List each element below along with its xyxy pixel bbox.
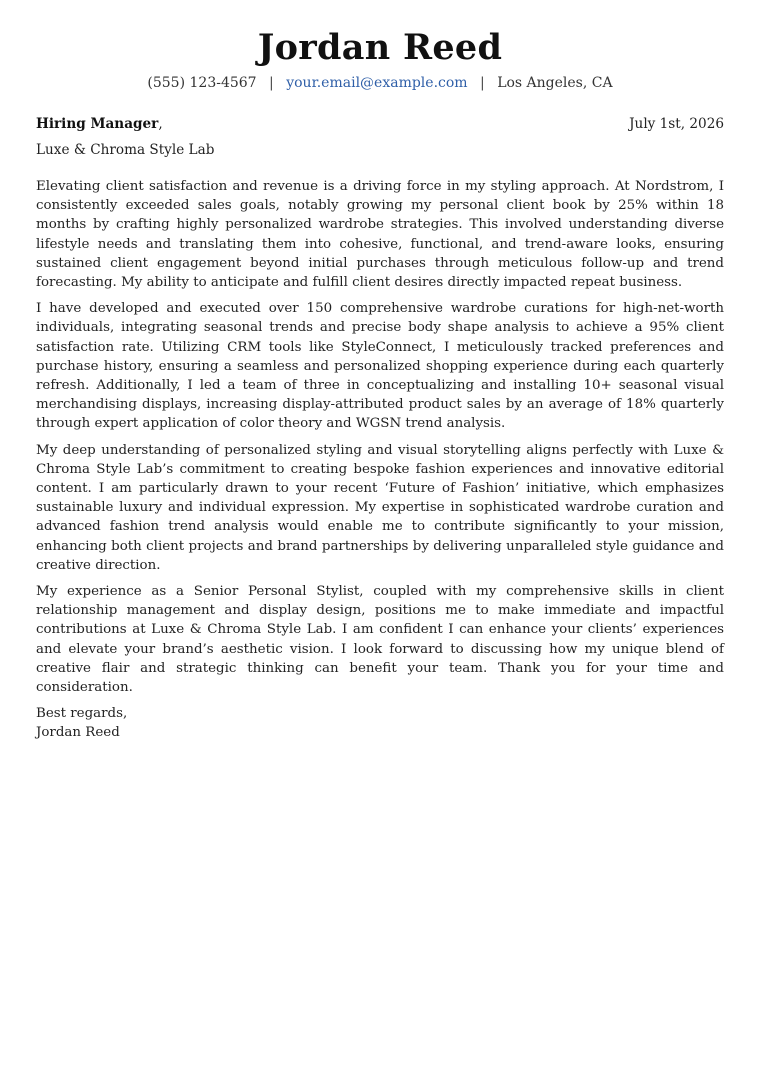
email-link[interactable]: your.email@example.com <box>286 75 468 91</box>
body-paragraph: My experience as a Senior Personal Stylist, coupled with my comprehensive skills in client relationship management and display design, positions me to make immediate and impactful contributions at Luxe & Chroma Style Lab. I am confident I can enhance your clients’ experiences and elevate your brand’s aesthetic vision. I look forward to discussing how my unique blend of creative flair and strategic thinking can benefit your team. Thank you for your time and consideration. <box>36 584 724 696</box>
phone-number: (555) 123-4567 <box>147 75 257 91</box>
recipient-punctuation: , <box>158 116 163 132</box>
company-name: Luxe & Chroma Style Lab <box>36 142 215 158</box>
body-paragraph: My deep understanding of personalized styling and visual storytelling aligns perfectly with Luxe & Chroma Style Lab’s commitment to creating bespoke fashion experiences and innovative editorial content. I am particularly drawn to your recent ‘Future of Fashion’ initiative, which emphasizes sustainable luxury and individual expression. My expertise in sophisticated wardrobe curation and advanced fashion trend analysis would enable me to contribute significantly to your mission, enhancing both client projects and brand partnerships by delivering unparalleled style guidance and creative direction. <box>36 442 724 573</box>
body-paragraph: Elevating client satisfaction and revenue is a driving force in my styling approach. At Nordstrom, I consistently exceeded sales goals, notably growing my personal client book by 25% within 18 months by crafting highly personalized wardrobe strategies. This involved understanding diverse lifestyle needs and translating them into cohesive, functional, and trend-aware looks, ensuring sustained client engagement beyond initial purchases through meticulous follow-up and trend forecasting. My ability to anticipate and fulfill client desires directly impacted repeat business. <box>36 179 724 291</box>
recipient-row <box>36 114 724 134</box>
closing-phrase: Best regards, <box>36 706 128 722</box>
recipient-name: Hiring Manager <box>36 116 159 132</box>
closing-block <box>36 704 724 742</box>
contact-separator: | <box>480 75 485 91</box>
contact-separator: | <box>269 75 274 91</box>
letter-date: July 1st, 2026 <box>629 116 724 132</box>
contact-line <box>36 73 724 93</box>
signature-name: Jordan Reed <box>36 725 120 741</box>
salutation <box>36 114 163 134</box>
applicant-name: Jordan Reed <box>257 27 503 68</box>
body-paragraph: I have developed and executed over 150 comprehensive wardrobe curations for high-net-worth individuals, integrating seasonal trends and precise body shape analysis to achieve a 95% client satisfaction rate. Utilizing CRM tools like StyleConnect, I meticulously tracked preferences and purchase history, ensuring a seamless and personalized shopping experience during each quarterly refresh. Additionally, I led a team of three in conceptualizing and installing 10+ seasonal visual merchandising displays, increasing display-attributed product sales by an average of 18% quarterly through expert application of color theory and WGSN trend analysis. <box>36 301 724 432</box>
location: Los Angeles, CA <box>497 75 613 91</box>
letter-body <box>36 177 724 697</box>
